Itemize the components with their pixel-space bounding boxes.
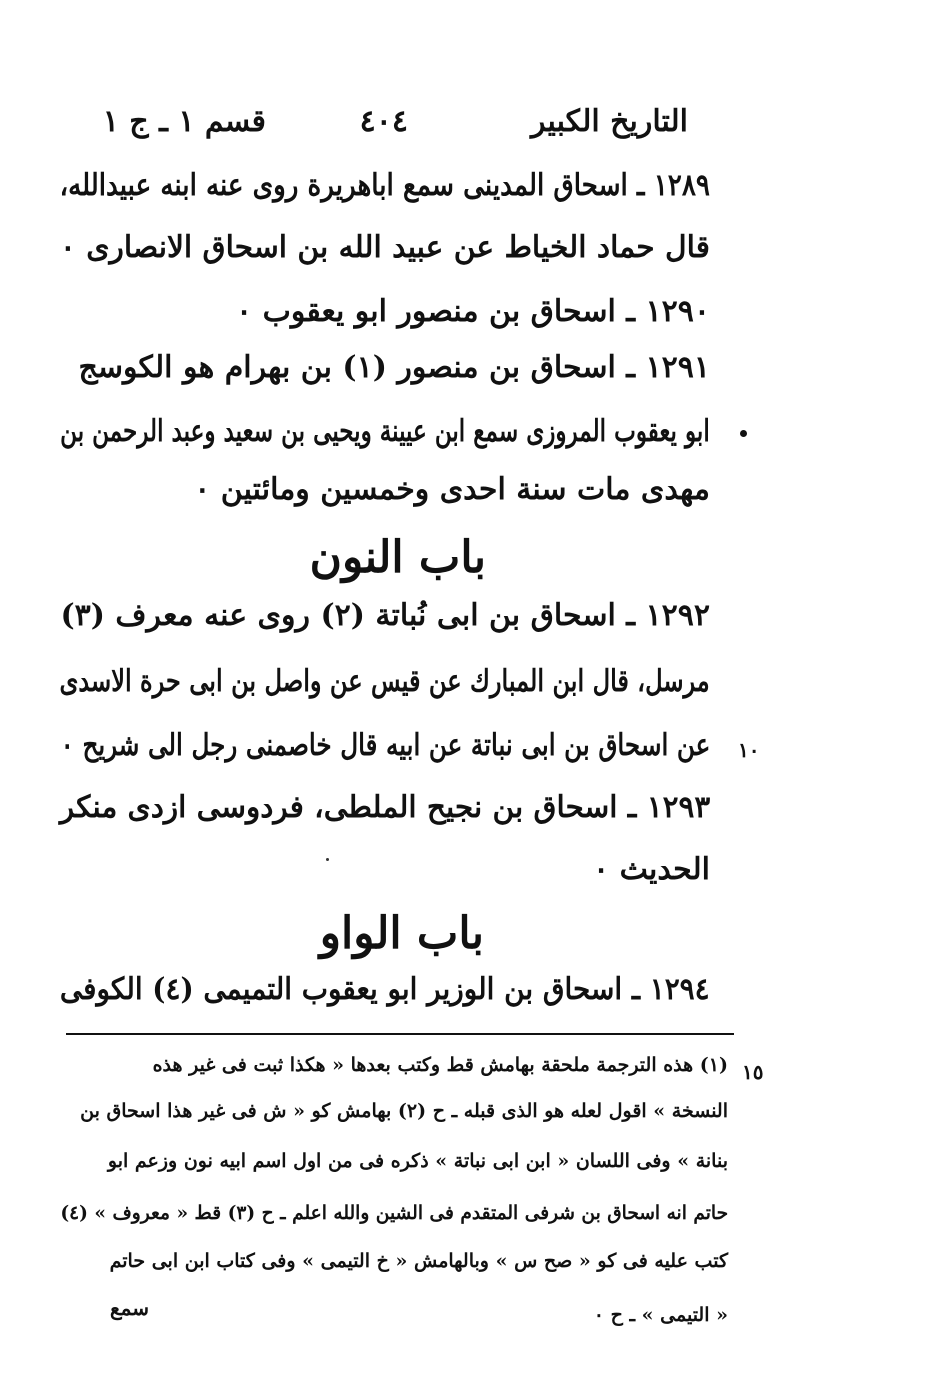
entry-1291-line-2: ابو يعقوب المروزى سمع ابن عيينة ويحيى بن سعيد وعبد الرحمن بن [60, 414, 710, 449]
footnote-line-2: النسخة » اقول لعله هو الذى قبله ـ ح (٢) بهامش كو « ش فى غير هذا اسحاق بن [80, 1100, 728, 1122]
catchword: سمع [110, 1296, 149, 1320]
entry-1290: ١٢٩٠ ـ اسحاق بن منصور ابو يعقوب ٠ [236, 294, 710, 329]
margin-line-10: ١٠ [738, 738, 760, 762]
footnote-rule [66, 1033, 734, 1035]
entry-1291-line-3: مهدى مات سنة احدى وخمسين ومائتين ٠ [194, 472, 710, 507]
entry-1293-line-2: الحديث ٠ [593, 852, 710, 887]
entry-1292-line-3: عن اسحاق بن ابى نباتة عن ابيه قال خاصمنى رجل الى شريح ٠ [60, 728, 710, 763]
section-heading-noon: باب النون [309, 532, 486, 583]
footnote-line-4: حاتم انه اسحاق بن شرفى المتقدم فى الشين والله اعلم ـ ح (٣) قط « معروف » (٤) [60, 1202, 729, 1224]
entry-1292-line-1: ١٢٩٢ ـ اسحاق بن ابى نُباتة (٢) روى عنه معرف (٣) [60, 598, 710, 633]
entry-1289-line-1: ١٢٨٩ ـ اسحاق المدينى سمع اباهريرة روى عنه ابنه عبيدالله، [59, 168, 710, 203]
entry-1291-line-1: ١٢٩١ ـ اسحاق بن منصور (١) بن بهرام هو الكوسج [78, 350, 710, 385]
footnote-line-3: بنانة » وفى اللسان « ابن ابى نباتة » ذكره فى من اول اسم ابيه نون وزعم ابو [107, 1150, 728, 1172]
footnote-line-6: « التيمى » ـ ح ٠ [593, 1304, 728, 1326]
header-title: التاريخ الكبير [530, 104, 688, 139]
margin-line-5-marker [740, 430, 747, 437]
section-heading-waw: باب الواو [319, 908, 484, 959]
entry-1293-line-1: ١٢٩٣ ـ اسحاق بن نجيح الملطى، فردوسى ازدى منكر [59, 790, 710, 825]
entry-1294: ١٢٩٤ ـ اسحاق بن الوزير ابو يعقوب التميمى (٤) الكوفى [60, 972, 710, 1007]
entry-1289-line-2: قال حماد الخياط عن عبيد الله بن اسحاق الانصارى ٠ [59, 230, 711, 265]
footnote-line-5: كتب عليه فى كو « صح س » وبالهامش « خ التيمى » وفى كتاب ابن ابى حاتم [109, 1250, 728, 1272]
print-speck [326, 858, 329, 861]
margin-line-15: ١٥ [742, 1060, 764, 1084]
header-page-number: ٤٠٤ [359, 104, 408, 139]
entry-1292-line-2: مرسل، قال ابن المبارك عن قيس عن واصل بن ابى حرة الاسدى [59, 664, 710, 699]
header-section: قسم ١ ـ ج ١ [102, 104, 266, 139]
footnote-line-1: (١) هذه الترجمة ملحقة بهامش قط وكتب بعدها « هكذا ثبت فى غير هذه [152, 1054, 728, 1076]
